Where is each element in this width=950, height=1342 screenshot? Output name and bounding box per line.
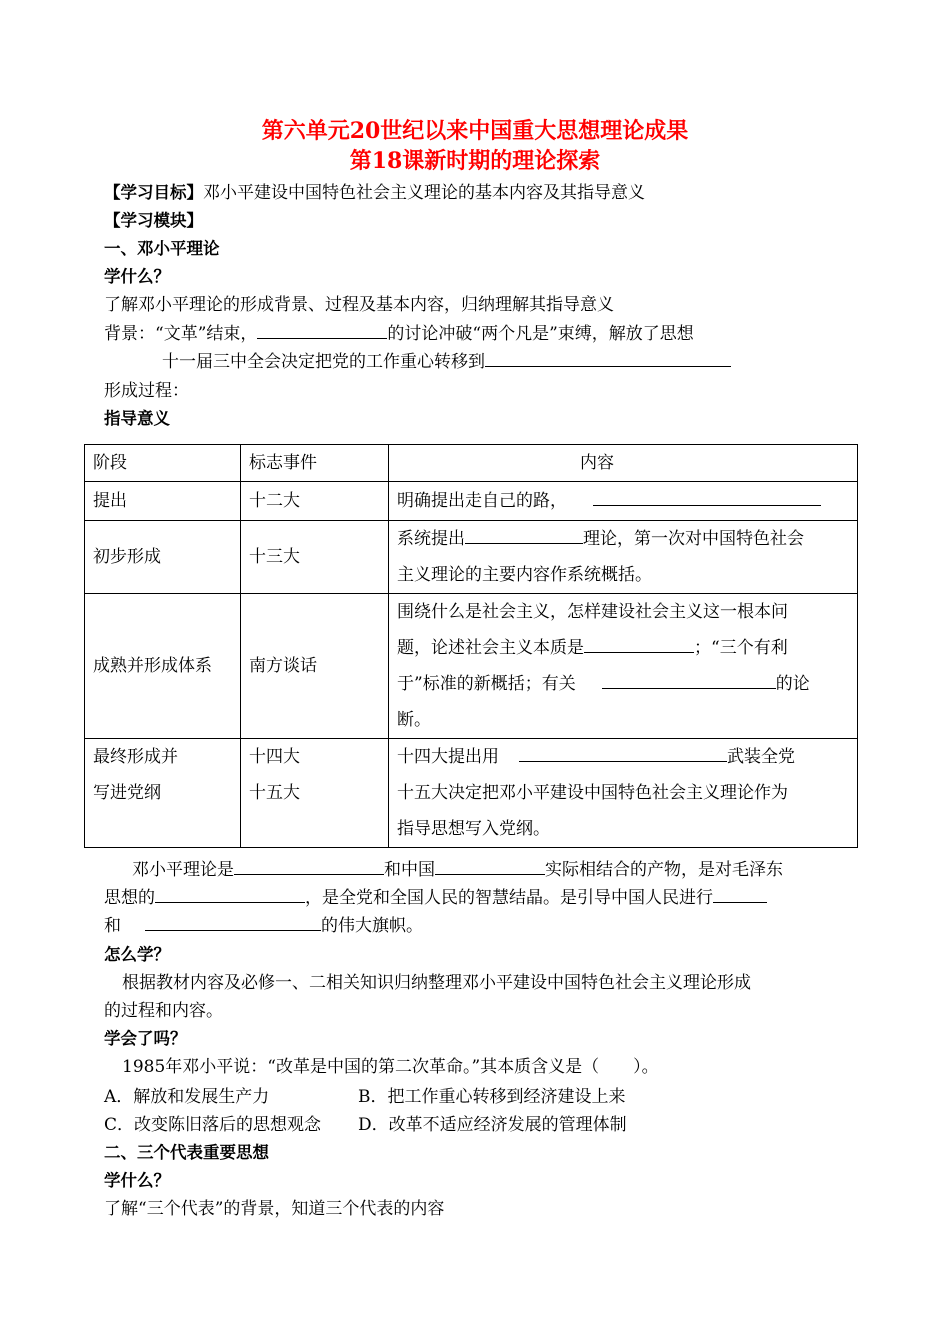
fill-blank[interactable] bbox=[584, 634, 694, 653]
summary-line-3 bbox=[104, 912, 423, 939]
content-cell bbox=[389, 521, 858, 594]
learn-what-heading-2: 学什么？ bbox=[104, 1171, 170, 1190]
content-line: 围绕什么是社会主义，怎样建设社会主义这一根本问 bbox=[397, 602, 788, 622]
learn-what-text: 了解邓小平理论的形成背景、过程及基本内容，归纳理解其指导意义 bbox=[104, 295, 614, 315]
content-text: 武装全党 bbox=[727, 747, 795, 767]
summary-text: ，是全党和全国人民的智慧结晶。是引导中国人民进行 bbox=[305, 888, 713, 908]
stage-line: 写进党纲 bbox=[93, 783, 161, 803]
header-stage: 阶段 bbox=[85, 445, 241, 482]
summary-text: 思想的 bbox=[104, 888, 155, 908]
quiz-question: 1985年邓小平说：“改革是中国的第二次革命。”其本质含义是（ ）。 bbox=[122, 1057, 659, 1077]
table-row bbox=[85, 521, 858, 594]
content-text: 十四大提出用 bbox=[397, 747, 499, 767]
fill-blank[interactable] bbox=[485, 348, 731, 367]
stage-cell: 提出 bbox=[85, 482, 241, 521]
summary-text: 邓小平理论是 bbox=[132, 860, 234, 880]
fill-blank[interactable] bbox=[602, 670, 776, 689]
content-text: ；“三个有利 bbox=[694, 638, 788, 658]
fill-blank[interactable] bbox=[435, 856, 545, 875]
event-cell: 南方谈话 bbox=[241, 594, 389, 739]
content-line bbox=[397, 521, 849, 557]
fill-blank[interactable] bbox=[155, 884, 305, 903]
header-event: 标志事件 bbox=[241, 445, 389, 482]
how-learn-text-2: 的过程和内容。 bbox=[104, 1001, 223, 1021]
table-row bbox=[85, 594, 858, 739]
content-text: 题，论述社会主义本质是 bbox=[397, 638, 584, 658]
how-learn-heading: 怎么学？ bbox=[104, 945, 170, 964]
summary-text: 和 bbox=[104, 916, 121, 936]
summary-text: 的伟大旗帜。 bbox=[321, 916, 423, 936]
content-text: 于”标准的新概括；有关 bbox=[397, 674, 576, 694]
summary-line-1 bbox=[132, 856, 783, 883]
process-label: 形成过程： bbox=[104, 381, 189, 401]
content-cell bbox=[389, 739, 858, 848]
summary-text: 实际相结合的产物，是对毛泽东 bbox=[545, 860, 783, 880]
stage-cell: 初步形成 bbox=[85, 521, 241, 594]
content-text: 系统提出 bbox=[397, 529, 465, 549]
option-c[interactable]: C．改变陈旧落后的思想观念 bbox=[104, 1115, 322, 1135]
stage-cell bbox=[85, 739, 241, 848]
section1-heading: 一、邓小平理论 bbox=[104, 239, 220, 258]
fill-blank[interactable] bbox=[234, 856, 384, 875]
fill-blank[interactable] bbox=[593, 487, 821, 506]
theory-table bbox=[84, 444, 858, 848]
guide-label: 指导意义 bbox=[104, 409, 170, 428]
learning-goal bbox=[104, 180, 645, 206]
section2-heading: 二、三个代表重要思想 bbox=[104, 1143, 269, 1162]
learn-what-text-2: 了解“三个代表”的背景，知道三个代表的内容 bbox=[104, 1199, 445, 1219]
goal-text: 邓小平建设中国特色社会主义理论的基本内容及其指导意义 bbox=[203, 183, 645, 203]
unit-title: 第六单元20世纪以来中国重大思想理论成果 bbox=[261, 118, 689, 144]
content-text: 明确提出走自己的路， bbox=[397, 491, 567, 511]
content-line bbox=[397, 739, 849, 775]
learned-heading: 学会了吗？ bbox=[104, 1029, 187, 1048]
option-b[interactable]: B．把工作重心转移到经济建设上来 bbox=[358, 1087, 626, 1107]
background-line bbox=[104, 320, 694, 347]
lesson-title: 第18课新时期的理论探索 bbox=[349, 148, 601, 174]
fill-blank[interactable] bbox=[713, 884, 767, 903]
stage-line: 最终形成并 bbox=[93, 747, 178, 767]
how-learn-text-1: 根据教材内容及必修一、二相关知识归纳整理邓小平建设中国特色社会主义理论形成 bbox=[122, 973, 751, 993]
content-text: 的论 bbox=[775, 674, 810, 694]
table-row bbox=[85, 739, 858, 848]
header-content: 内容 bbox=[389, 445, 858, 482]
fill-blank[interactable] bbox=[465, 525, 583, 544]
content-line bbox=[397, 630, 849, 666]
stage-cell: 成熟并形成体系 bbox=[85, 594, 241, 739]
option-a[interactable]: A．解放和发展生产力 bbox=[104, 1087, 270, 1107]
table-row bbox=[85, 482, 858, 521]
summary-line-2 bbox=[104, 884, 767, 911]
background-suffix: 的讨论冲破“两个凡是”束缚，解放了思想 bbox=[387, 324, 694, 344]
content-line bbox=[397, 666, 849, 702]
goal-label: 【学习目标】 bbox=[104, 183, 203, 202]
content-line: 十五大决定把邓小平建设中国特色社会主义理论作为 bbox=[397, 783, 788, 803]
learn-what-heading: 学什么？ bbox=[104, 267, 170, 286]
table-header-row bbox=[85, 445, 858, 482]
option-d[interactable]: D．改革不适应经济发展的管理体制 bbox=[358, 1115, 627, 1135]
event-cell: 十三大 bbox=[241, 521, 389, 594]
plenum-line bbox=[162, 348, 731, 375]
fill-blank[interactable] bbox=[257, 320, 387, 339]
fill-blank[interactable] bbox=[145, 912, 321, 931]
content-line: 断。 bbox=[397, 710, 431, 730]
content-cell bbox=[389, 594, 858, 739]
background-prefix: 背景：“文革”结束， bbox=[104, 324, 258, 344]
content-line: 指导思想写入党纲。 bbox=[397, 819, 550, 839]
content-text: 理论，第一次对中国特色社会 bbox=[583, 529, 804, 549]
module-label: 【学习模块】 bbox=[104, 211, 203, 230]
event-line: 十五大 bbox=[249, 783, 300, 803]
event-cell: 十二大 bbox=[241, 482, 389, 521]
content-line: 主义理论的主要内容作系统概括。 bbox=[397, 565, 652, 585]
event-cell bbox=[241, 739, 389, 848]
fill-blank[interactable] bbox=[519, 743, 727, 762]
plenum-text: 十一届三中全会决定把党的工作重心转移到 bbox=[162, 352, 485, 372]
event-line: 十四大 bbox=[249, 747, 300, 767]
content-cell bbox=[389, 482, 858, 521]
summary-text: 和中国 bbox=[384, 860, 435, 880]
